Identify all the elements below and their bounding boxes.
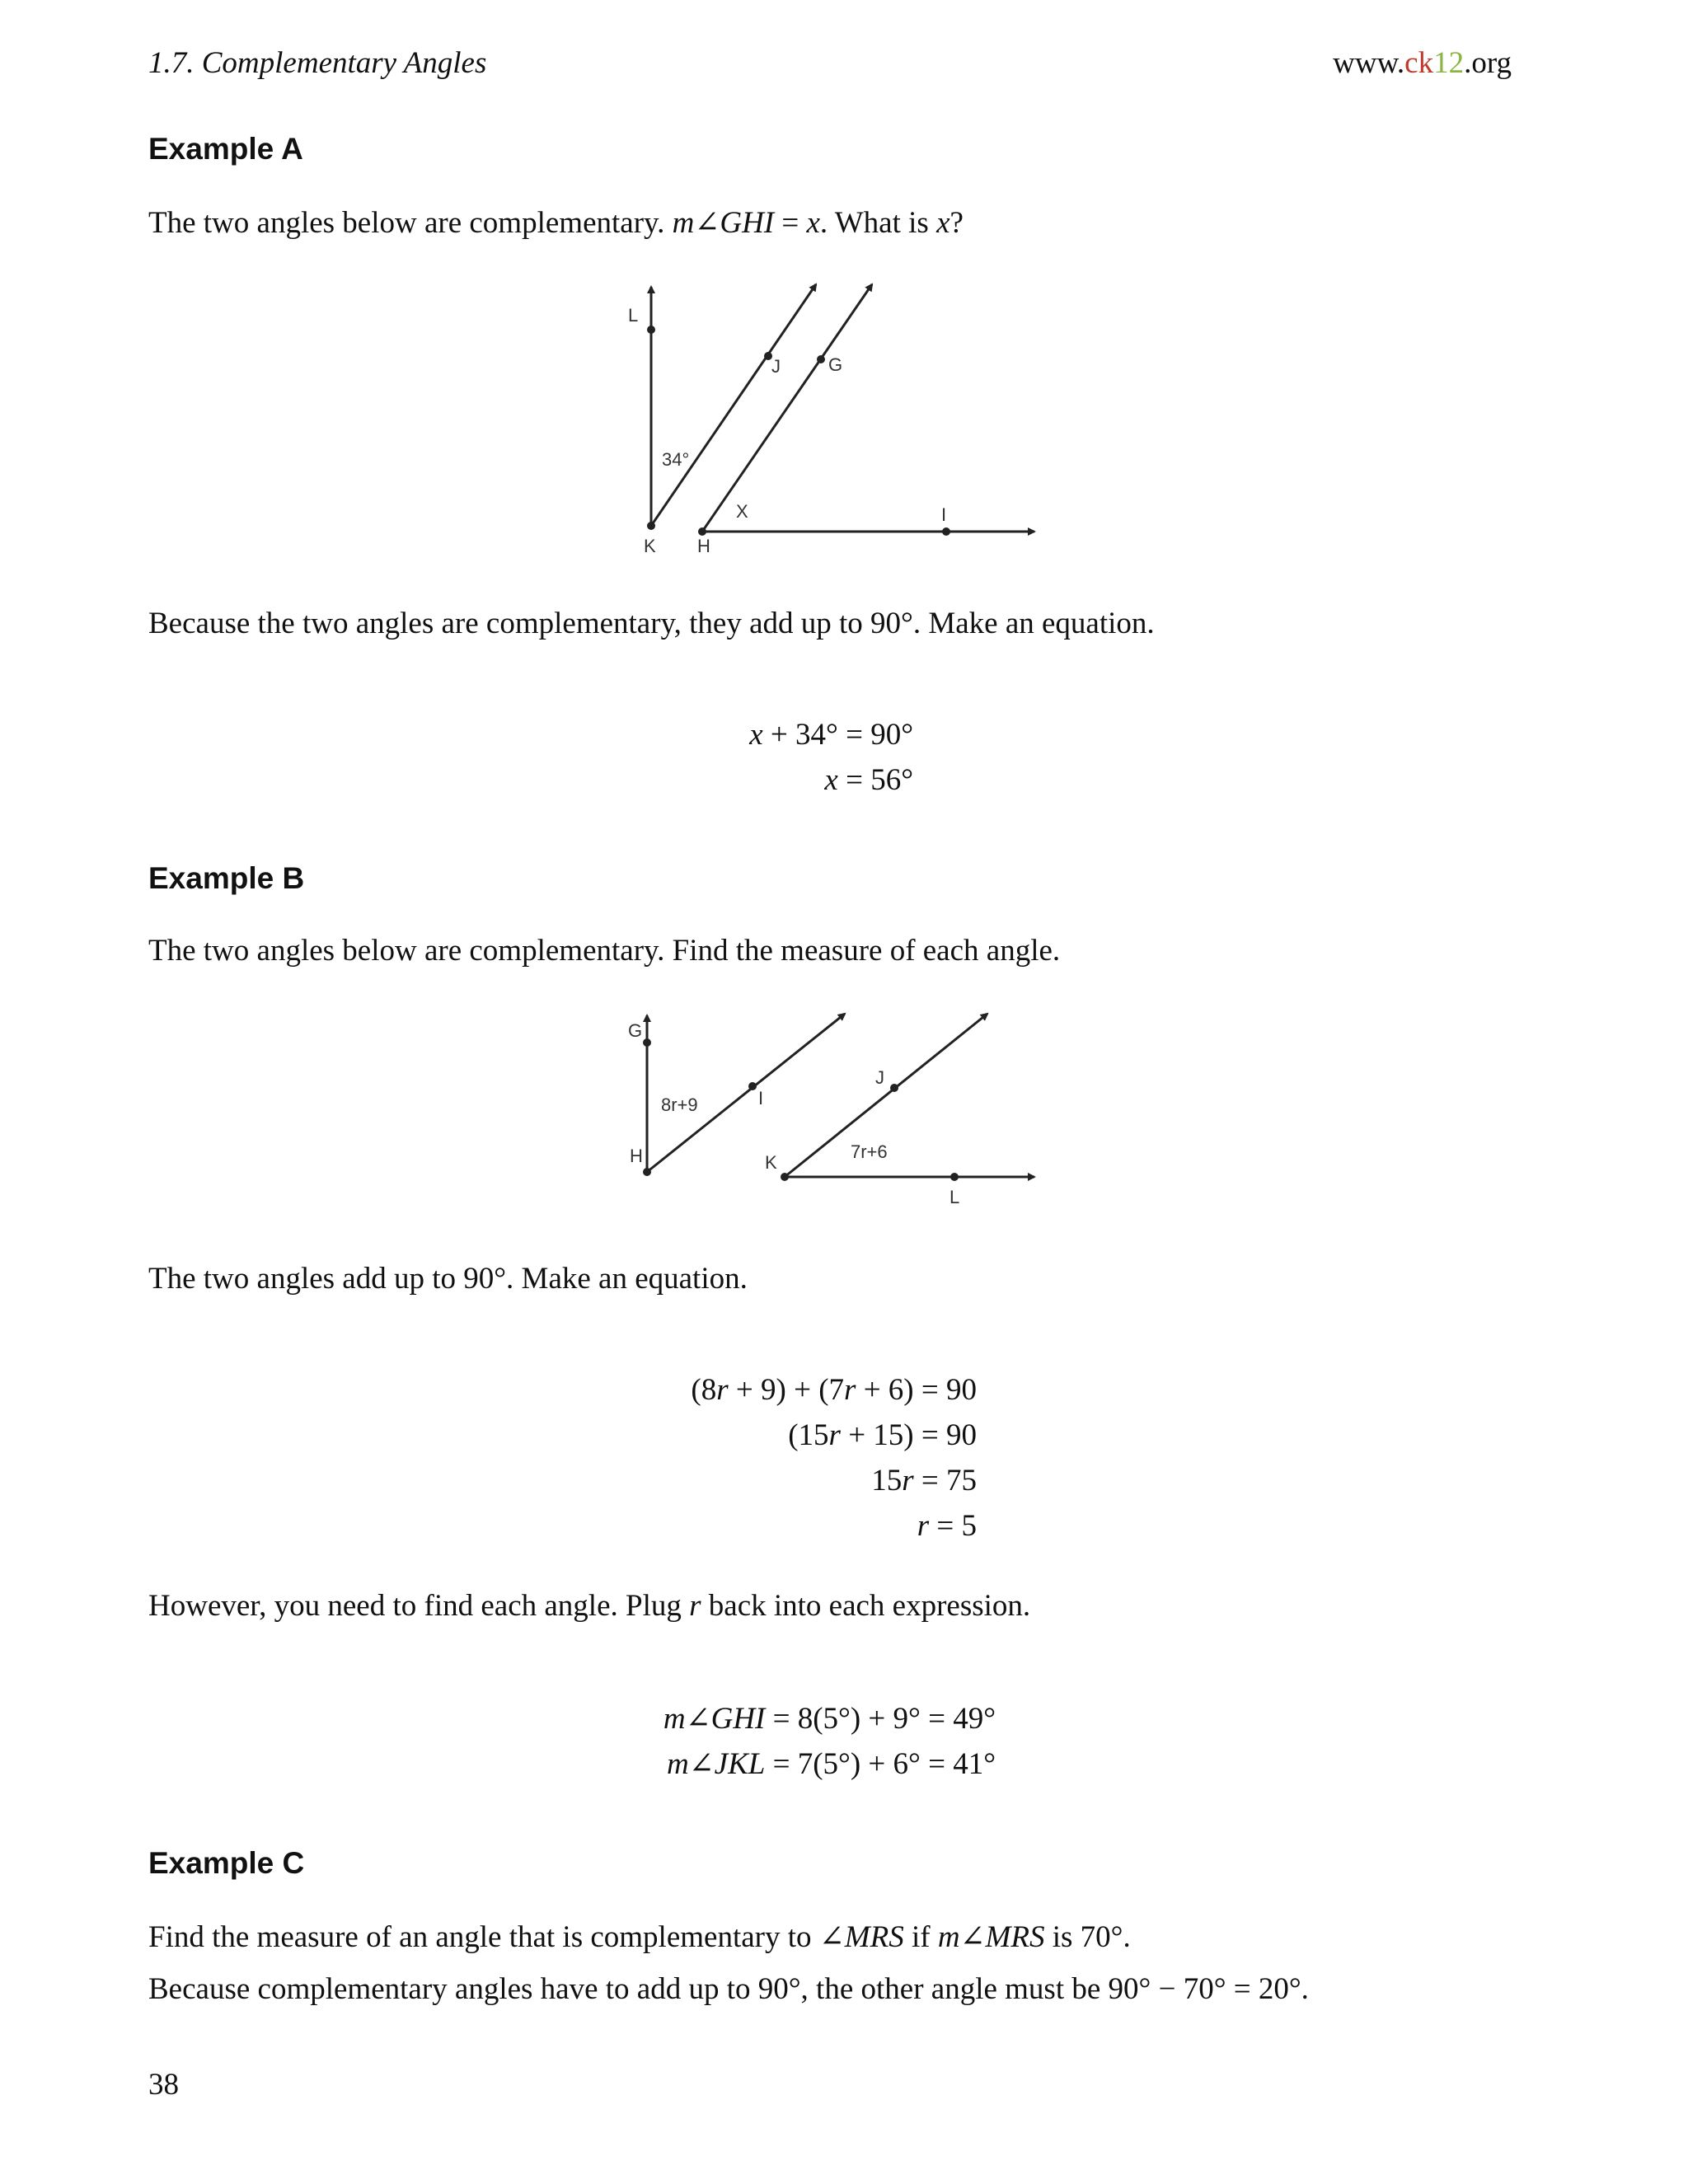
point-h — [698, 527, 706, 536]
eq-part: 15 — [871, 1464, 903, 1497]
equation-b-2 — [788, 1418, 977, 1453]
equation-b-1 — [691, 1372, 977, 1408]
prompt-text: The two angles below are complementary. — [148, 206, 673, 240]
point-g — [643, 1038, 651, 1047]
label-l: L — [628, 305, 639, 326]
label-j: J — [875, 1067, 884, 1088]
result-angle: m∠GHI — [663, 1702, 766, 1736]
point-k — [647, 522, 655, 530]
eq-var: r — [917, 1509, 930, 1543]
label-i: I — [758, 1088, 764, 1108]
eq-var: x — [749, 718, 763, 752]
plug-text: back into each expression. — [701, 1589, 1031, 1623]
eq-rest: + 34° = 90° — [762, 718, 913, 752]
label-angle-8r9: 8r+9 — [661, 1094, 698, 1115]
eq-part: = 5 — [929, 1509, 977, 1543]
example-c-heading: Example C — [148, 1846, 305, 1880]
example-a-heading: Example A — [148, 132, 303, 166]
ray-kj — [651, 284, 816, 526]
equation-b-3 — [871, 1463, 977, 1498]
point-k — [781, 1173, 789, 1181]
result-value: = 8(5°) + 9° = 49° — [765, 1702, 996, 1736]
result-value: = 7(5°) + 6° = 41° — [765, 1747, 996, 1781]
plug-text: However, you need to find each angle. Plug — [148, 1589, 690, 1623]
eq-part: = 75 — [913, 1464, 977, 1497]
point-j — [890, 1084, 898, 1092]
example-b-explanation: The two angles add up to 90°. Make an equation. — [148, 1262, 748, 1296]
equation-a-2 — [824, 762, 913, 798]
example-b-heading: Example B — [148, 861, 305, 895]
point-l — [950, 1173, 959, 1181]
site-suffix: .org — [1464, 46, 1512, 80]
site-ck: ck — [1404, 46, 1434, 80]
ray-hg — [702, 284, 872, 532]
ray-hi — [647, 1014, 845, 1172]
result-ghi — [663, 1700, 996, 1736]
prompt-text: ? — [950, 206, 964, 240]
site-12: 12 — [1433, 46, 1465, 80]
prompt-var: x — [806, 206, 820, 240]
label-k: K — [644, 536, 656, 556]
c-text: Find the measure of an angle that is complementary to — [148, 1920, 819, 1954]
point-i — [942, 527, 950, 536]
eq-rest: = 56° — [837, 763, 913, 797]
eq-var: x — [824, 763, 838, 797]
label-x: X — [736, 501, 748, 522]
label-h: H — [697, 536, 710, 556]
eq-part: + 6) = 90 — [856, 1373, 977, 1407]
eq-part: (8 — [691, 1373, 717, 1407]
c-angle: ∠MRS — [818, 1920, 904, 1954]
result-angle: m∠JKL — [666, 1747, 766, 1781]
page-number: 38 — [148, 2068, 179, 2102]
eq-part: (15 — [788, 1418, 829, 1452]
example-a-explanation: Because the two angles are complementary, they add up to 90°. Make an equation. — [148, 607, 1155, 640]
prompt-angle: m∠GHI — [672, 206, 775, 240]
equation-a-1 — [749, 717, 913, 752]
prompt-equals: = — [774, 206, 807, 240]
label-g: G — [828, 354, 843, 375]
example-c-line2: Because complementary angles have to add up to 90°, the other angle must be 90° − 70° = 20°. — [148, 1972, 1309, 2006]
eq-var: r — [828, 1418, 841, 1452]
example-c-line1 — [148, 1919, 1131, 1955]
example-b-plug-text — [148, 1588, 1030, 1624]
c-text: if — [903, 1920, 938, 1954]
point-g — [817, 355, 825, 363]
prompt-var: x — [936, 206, 950, 240]
equation-b-4 — [917, 1508, 977, 1544]
eq-var: r — [902, 1464, 914, 1497]
point-h — [643, 1168, 651, 1176]
label-angle-34: 34° — [662, 449, 690, 470]
eq-var: r — [716, 1373, 729, 1407]
plug-var: r — [689, 1589, 701, 1623]
eq-part: + 9) + (7 — [728, 1373, 845, 1407]
point-i — [748, 1082, 757, 1090]
example-b-prompt: The two angles below are complementary. Find the measure of each angle. — [148, 934, 1061, 968]
label-g: G — [628, 1020, 643, 1041]
site-prefix: www. — [1333, 46, 1405, 80]
eq-part: + 15) = 90 — [840, 1418, 977, 1452]
section-title: 1.7. Complementary Angles — [148, 46, 487, 80]
label-i: I — [941, 504, 947, 525]
label-h: H — [630, 1146, 643, 1166]
label-angle-7r6: 7r+6 — [851, 1141, 888, 1162]
result-jkl — [667, 1746, 996, 1782]
eq-var: r — [844, 1373, 856, 1407]
label-j: J — [771, 356, 781, 377]
point-l — [647, 326, 655, 334]
c-text: is 70°. — [1044, 1920, 1131, 1954]
label-k: K — [765, 1152, 777, 1173]
c-angle: m∠MRS — [937, 1920, 1045, 1954]
prompt-text: . What is — [819, 206, 937, 240]
label-l: L — [950, 1187, 960, 1207]
